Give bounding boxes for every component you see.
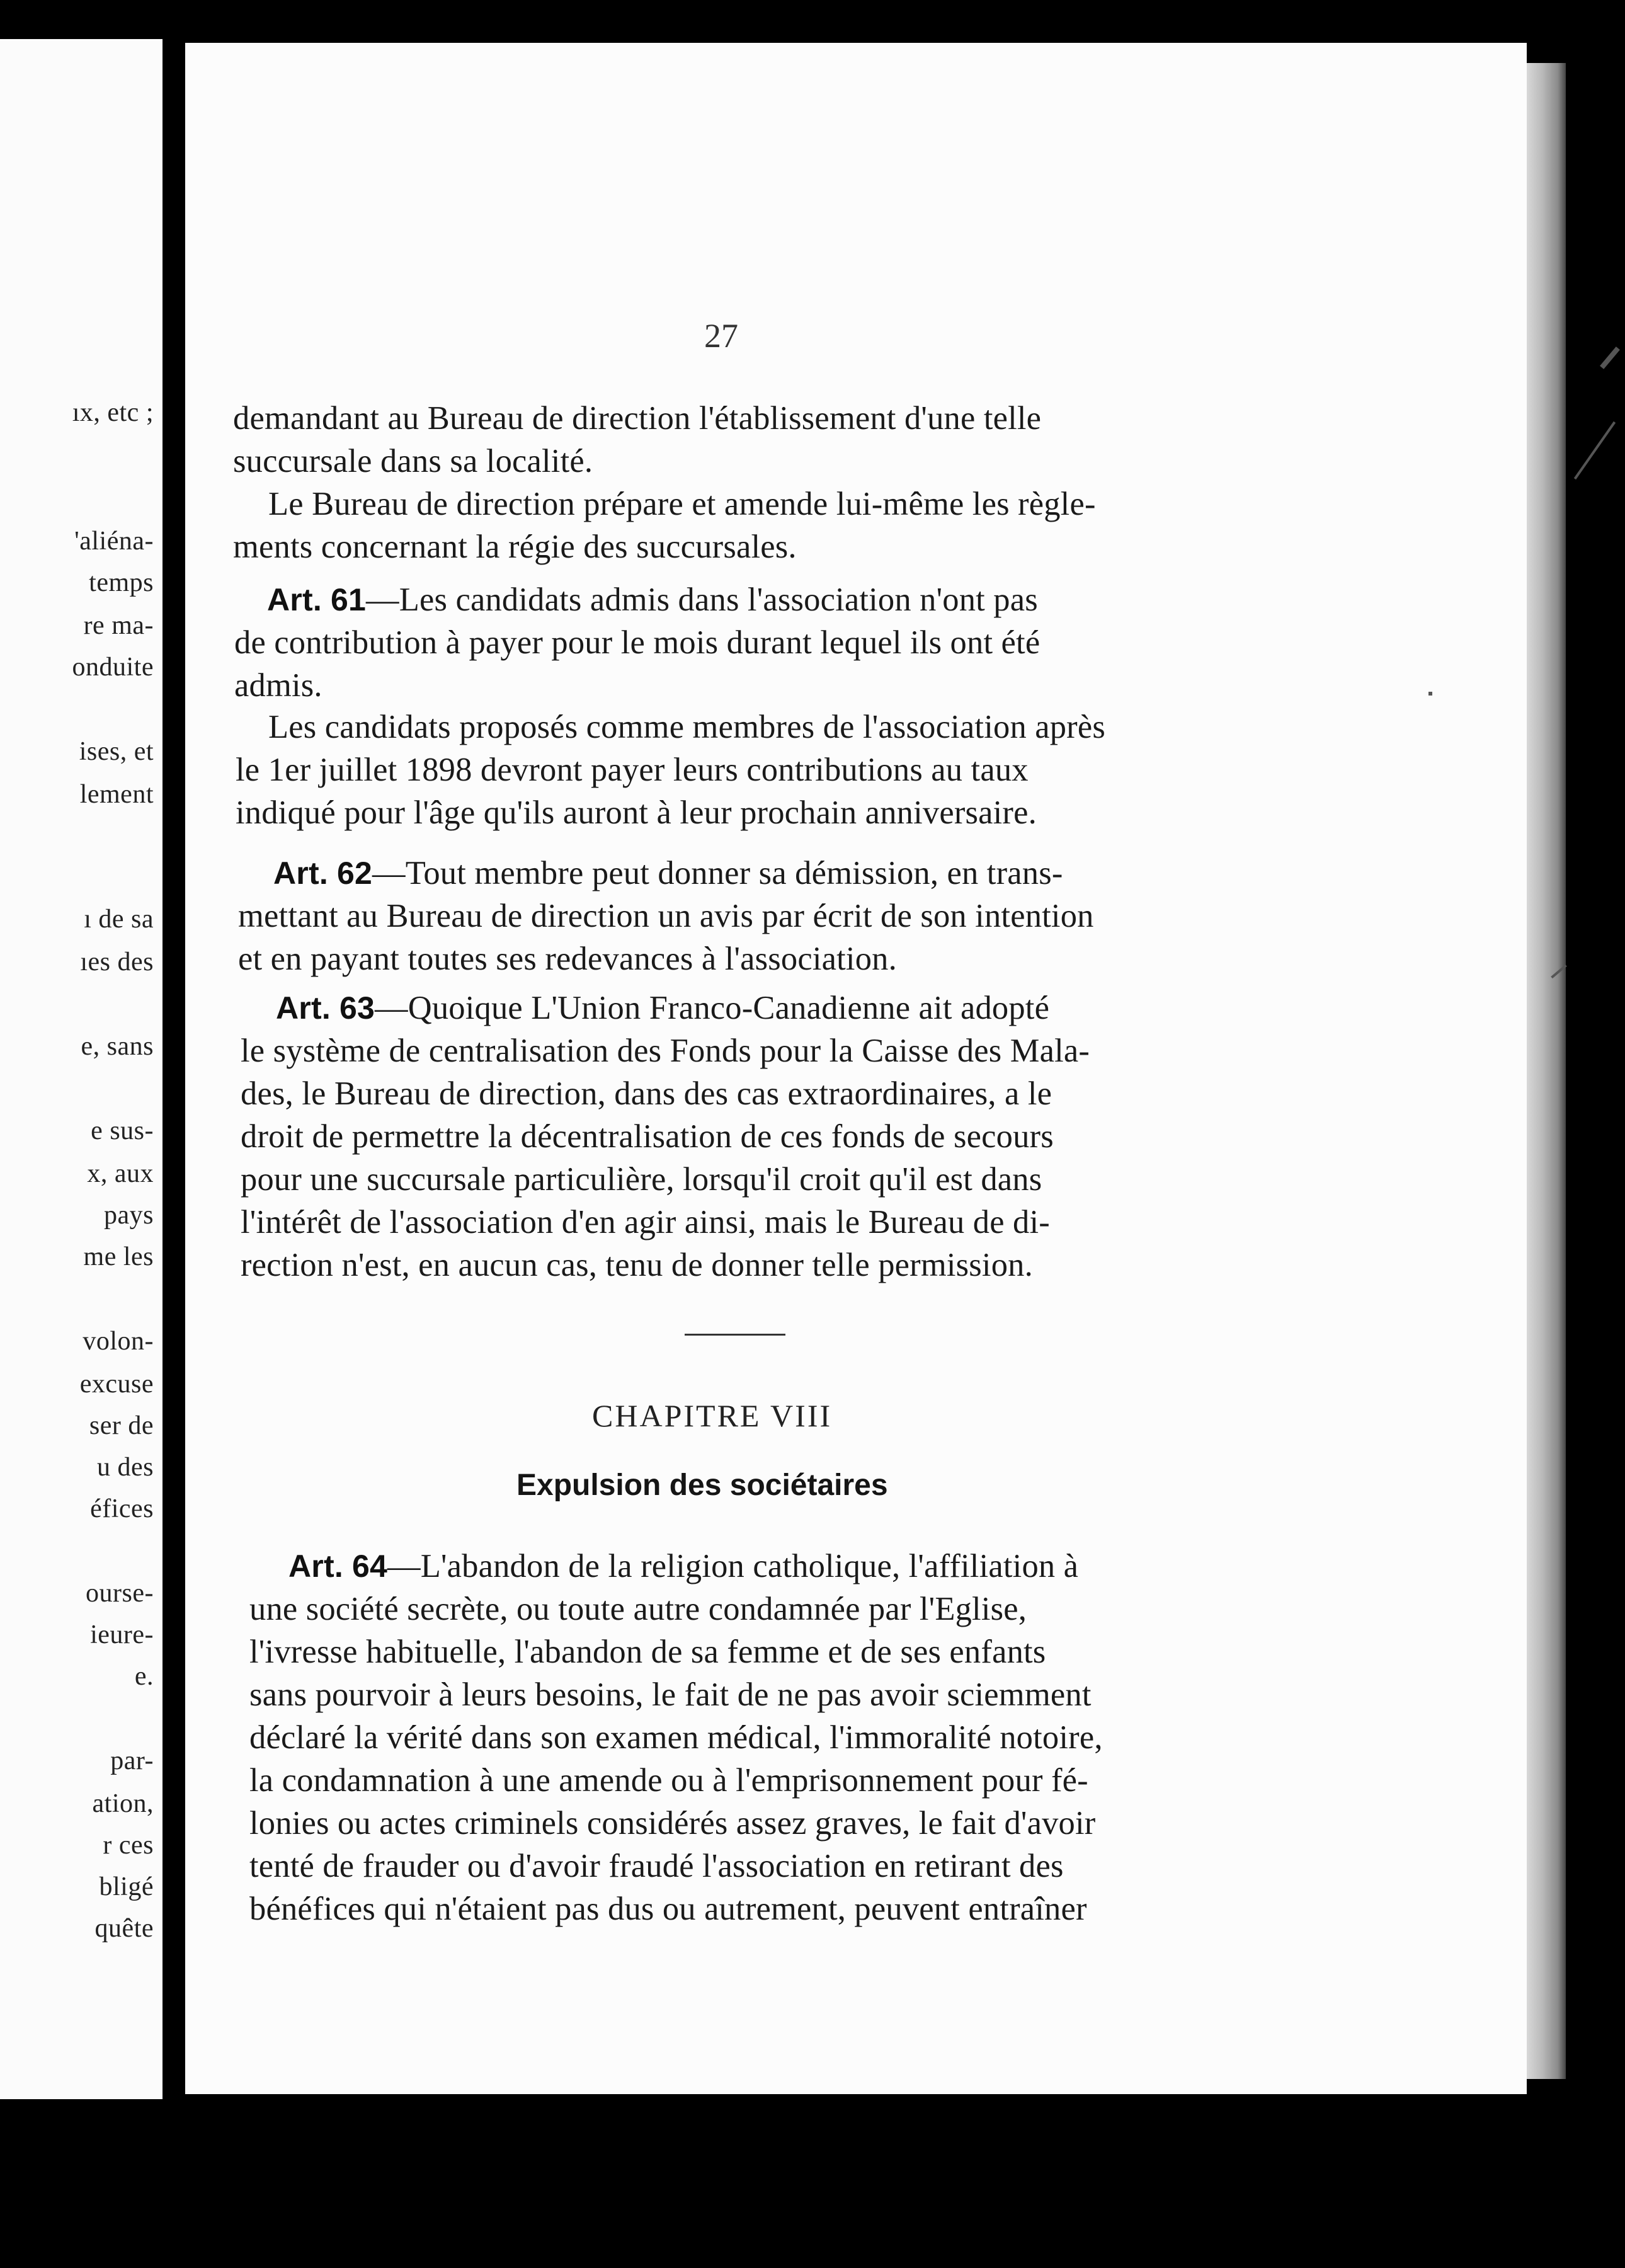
article-heading: Art. 61	[267, 582, 367, 617]
text-line: —Les candidats admis dans l'association n'ont pas	[366, 581, 1038, 618]
page-edge-shadow	[1527, 63, 1566, 2079]
text-line: ments concernant la régie des succursales.	[233, 529, 797, 565]
chapter-title: CHAPITRE VIII	[592, 1398, 833, 1433]
left-page-line: u des	[97, 1453, 154, 1482]
text-line: —L'abandon de la religion catholique, l'affiliation à	[387, 1548, 1079, 1584]
article-first-line	[267, 578, 1038, 621]
left-page-line: ation,	[92, 1789, 154, 1818]
left-page-line: ser de	[89, 1411, 154, 1440]
text-line: déclaré la vérité dans son examen médical, l'immoralité notoire,	[249, 1719, 1103, 1756]
text-line: demandant au Bureau de direction l'établissement d'une telle	[233, 400, 1042, 437]
text-line: de contribution à payer pour le mois durant lequel ils ont été	[234, 624, 1041, 661]
left-page-line: ises, et	[79, 737, 154, 766]
left-page-line: re ma-	[83, 611, 154, 640]
article-heading: Art. 63	[276, 990, 375, 1026]
section-divider	[685, 1334, 785, 1336]
left-page-line: e, sans	[81, 1032, 154, 1061]
left-page-line: excuse	[79, 1370, 154, 1399]
text-line: l'intérêt de l'association d'en agir ainsi, mais le Bureau de di-	[241, 1204, 1050, 1240]
text-line: et en payant toutes ses redevances à l'association.	[238, 941, 897, 977]
article-heading: Art. 62	[273, 856, 373, 891]
left-page-line: onduite	[72, 653, 154, 682]
text-line: droit de permettre la décentralisation de ces fonds de secours	[241, 1118, 1054, 1155]
text-line: —Tout membre peut donner sa démission, en trans-	[372, 855, 1063, 891]
left-page-line: ı de sa	[84, 905, 154, 934]
left-page-line: volon-	[83, 1327, 154, 1356]
left-page-line: pays	[104, 1201, 154, 1230]
text-line: lonies ou actes criminels considérés assez graves, le fait d'avoir	[249, 1805, 1096, 1841]
left-page-line: bligé	[99, 1872, 154, 1901]
scan-speck	[1600, 346, 1620, 369]
text-line: des, le Bureau de direction, dans des cas extraordinaires, a le	[241, 1075, 1052, 1112]
article-first-line	[276, 987, 1049, 1029]
left-page-line: lement	[79, 780, 154, 809]
scan-speck	[1574, 421, 1616, 479]
text-line: Les candidats proposés comme membres de l'association après	[268, 709, 1105, 745]
article-first-line	[273, 852, 1063, 895]
text-line: —Quoique L'Union Franco-Canadienne ait adopté	[375, 990, 1050, 1026]
article-heading: Art. 64	[288, 1549, 388, 1584]
text-line: une société secrète, ou toute autre condamnée par l'Eglise,	[249, 1591, 1027, 1627]
left-page-line: e.	[134, 1662, 154, 1691]
text-line: mettant au Bureau de direction un avis par écrit de son intention	[238, 898, 1094, 934]
left-page-line: x, aux	[87, 1159, 154, 1188]
text-line: l'ivresse habituelle, l'abandon de sa femme et de ses enfants	[249, 1634, 1046, 1670]
text-line: pour une succursale particulière, lorsqu'il croit qu'il est dans	[241, 1161, 1042, 1198]
chapter-subtitle: Expulsion des sociétaires	[516, 1469, 888, 1502]
left-page-line: ıx, etc ;	[72, 398, 154, 427]
left-page-line: temps	[89, 568, 154, 597]
left-page-line: 'aliéna-	[74, 527, 154, 556]
text-line: indiqué pour l'âge qu'ils auront à leur prochain anniversaire.	[236, 794, 1037, 831]
left-page-line: éfices	[90, 1494, 154, 1523]
text-line: la condamnation à une amende ou à l'emprisonnement pour fé-	[249, 1762, 1088, 1799]
left-page-line: par-	[110, 1746, 154, 1775]
text-line: rection n'est, en aucun cas, tenu de donner telle permission.	[241, 1247, 1033, 1283]
text-line: Le Bureau de direction prépare et amende lui-même les règle-	[268, 486, 1096, 522]
text-line: le 1er juillet 1898 devront payer leurs contributions au taux	[236, 752, 1029, 788]
text-line: admis.	[234, 667, 322, 704]
text-line: tenté de frauder ou d'avoir fraudé l'association en retirant des	[249, 1848, 1064, 1884]
left-page-line: r ces	[103, 1831, 154, 1860]
text-line: le système de centralisation des Fonds pour la Caisse des Mala-	[241, 1033, 1090, 1069]
article-first-line	[288, 1545, 1078, 1588]
page-number: 27	[704, 317, 738, 355]
left-page-line: ıes des	[80, 948, 154, 976]
left-page-line: quête	[94, 1914, 154, 1943]
text-line: succursale dans sa localité.	[233, 443, 593, 479]
left-page-line: e sus-	[91, 1116, 154, 1145]
left-page-line: ieure-	[90, 1620, 154, 1649]
scan-speck	[1428, 692, 1432, 696]
text-line: sans pourvoir à leurs besoins, le fait de ne pas avoir sciemment	[249, 1676, 1092, 1713]
left-page-line: me les	[83, 1242, 154, 1271]
text-line: bénéfices qui n'étaient pas dus ou autrement, peuvent entraîner	[249, 1891, 1087, 1927]
left-facing-page	[0, 39, 162, 2099]
left-page-line: ourse-	[86, 1579, 154, 1608]
